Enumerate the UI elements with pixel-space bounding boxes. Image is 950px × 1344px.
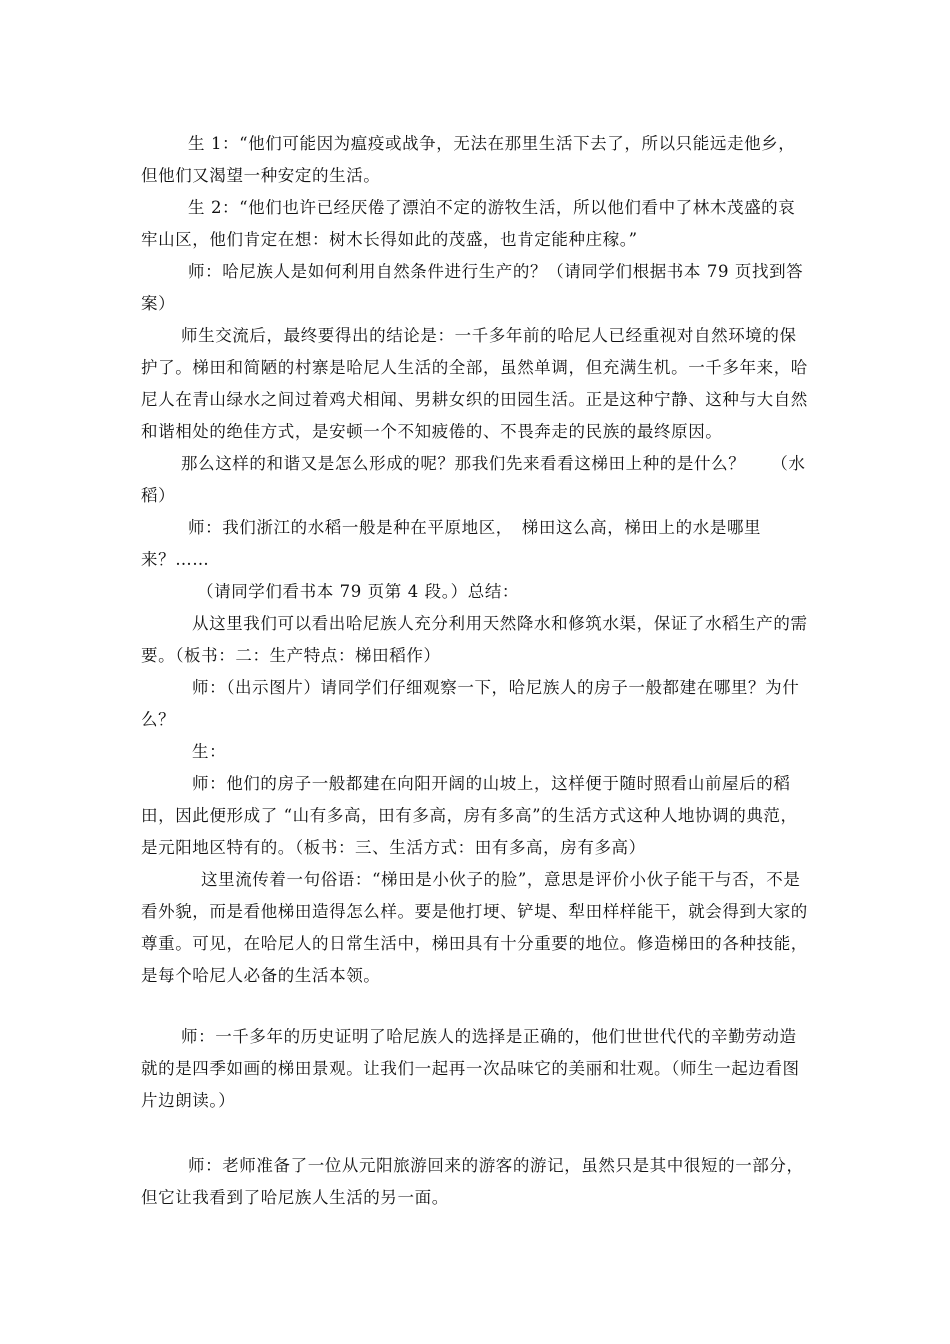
paragraph-house-question: 师：（出示图片）请同学们仔细观察一下，哈尼族人的房子一般都建在哪里？为什么？ xyxy=(141,678,800,729)
paragraph-student-answer: 生： xyxy=(192,742,227,761)
paragraph-history: 师：一千多年的历史证明了哈尼族人的选择是正确的，他们世世代代的辛勤劳动造就的是四季如画的梯田景观。让我们一起再一次品味它的美丽和壮观。（师生一起边看图片边朗读。） xyxy=(141,1027,800,1110)
paragraph-production-feature: 从这里我们可以看出哈尼族人充分利用天然降水和修筑水渠，保证了水稻生产的需要。（板书：二：生产特点：梯田稻作） xyxy=(141,614,808,665)
paragraph-student-1: 生 1：“他们可能因为瘟疫或战争，无法在那里生活下去了，所以只能远走他乡，但他们又渴望一种安定的生活。 xyxy=(141,134,796,185)
paragraph-lifestyle: 师：他们的房子一般都建在向阳开阔的山坡上，这样便于随时照看山前屋后的稻田，因此便形成了 “山有多高，田有多高，房有多高”的生活方式这种人地协调的典范，是元阳地区特有的。（板书：三、生活方式：田有多高，房有多高） xyxy=(141,774,798,857)
paragraph-student-2: 生 2：“他们也许已经厌倦了漂泊不定的游牧生活，所以他们看中了林木茂盛的哀牢山区，他们肯定在想：树木长得如此的茂盛，也肯定能种庄稼。” xyxy=(141,198,796,249)
paragraph-conclusion: 师生交流后，最终要得出的结论是：一千多年前的哈尼人已经重视对自然环境的保护了。梯田和简陋的村寨是哈尼人生活的全部，虽然单调，但充满生机。一千多年来，哈尼人在青山绿水之间过着鸡犬相闻、男耕女织的田园生活。正是这种宁静、这种与大自然和谐相处的绝佳方式，是安顿一个不知疲倦的、不畏奔走的民族的最终原因。 xyxy=(141,326,808,441)
paragraph-teacher-question: 师：哈尼族人是如何利用自然条件进行生产的？（请同学们根据书本 79 页找到答案） xyxy=(141,262,804,313)
paragraph-proverb: 这里流传着一句俗语：“梯田是小伙子的脸”，意思是评价小伙子能干与否，不是看外貌，而是看他梯田造得怎么样。要是他打埂、铲堤、犁田样样能干，就会得到大家的尊重。可见，在哈尼人的日常生活中，梯田具有十分重要的地位。修造梯田的各种技能，是每个哈尼人必备的生活本领。 xyxy=(141,870,808,985)
paragraph-harmony-question: 那么这样的和谐又是怎么形成的呢？那我们先来看看这梯田上种的是什么？ （水稻） xyxy=(141,454,806,505)
paragraph-travel-notes: 师：老师准备了一位从元阳旅游回来的游客的游记，虽然只是其中很短的一部分，但它让我看到了哈尼族人生活的另一面。 xyxy=(141,1156,804,1207)
paragraph-summary-intro: （请同学们看书本 79 页第 4 段。）总结： xyxy=(197,582,520,601)
paragraph-water-question: 师：我们浙江的水稻一般是种在平原地区， 梯田这么高，梯田上的水是哪里来？…… xyxy=(141,518,762,569)
